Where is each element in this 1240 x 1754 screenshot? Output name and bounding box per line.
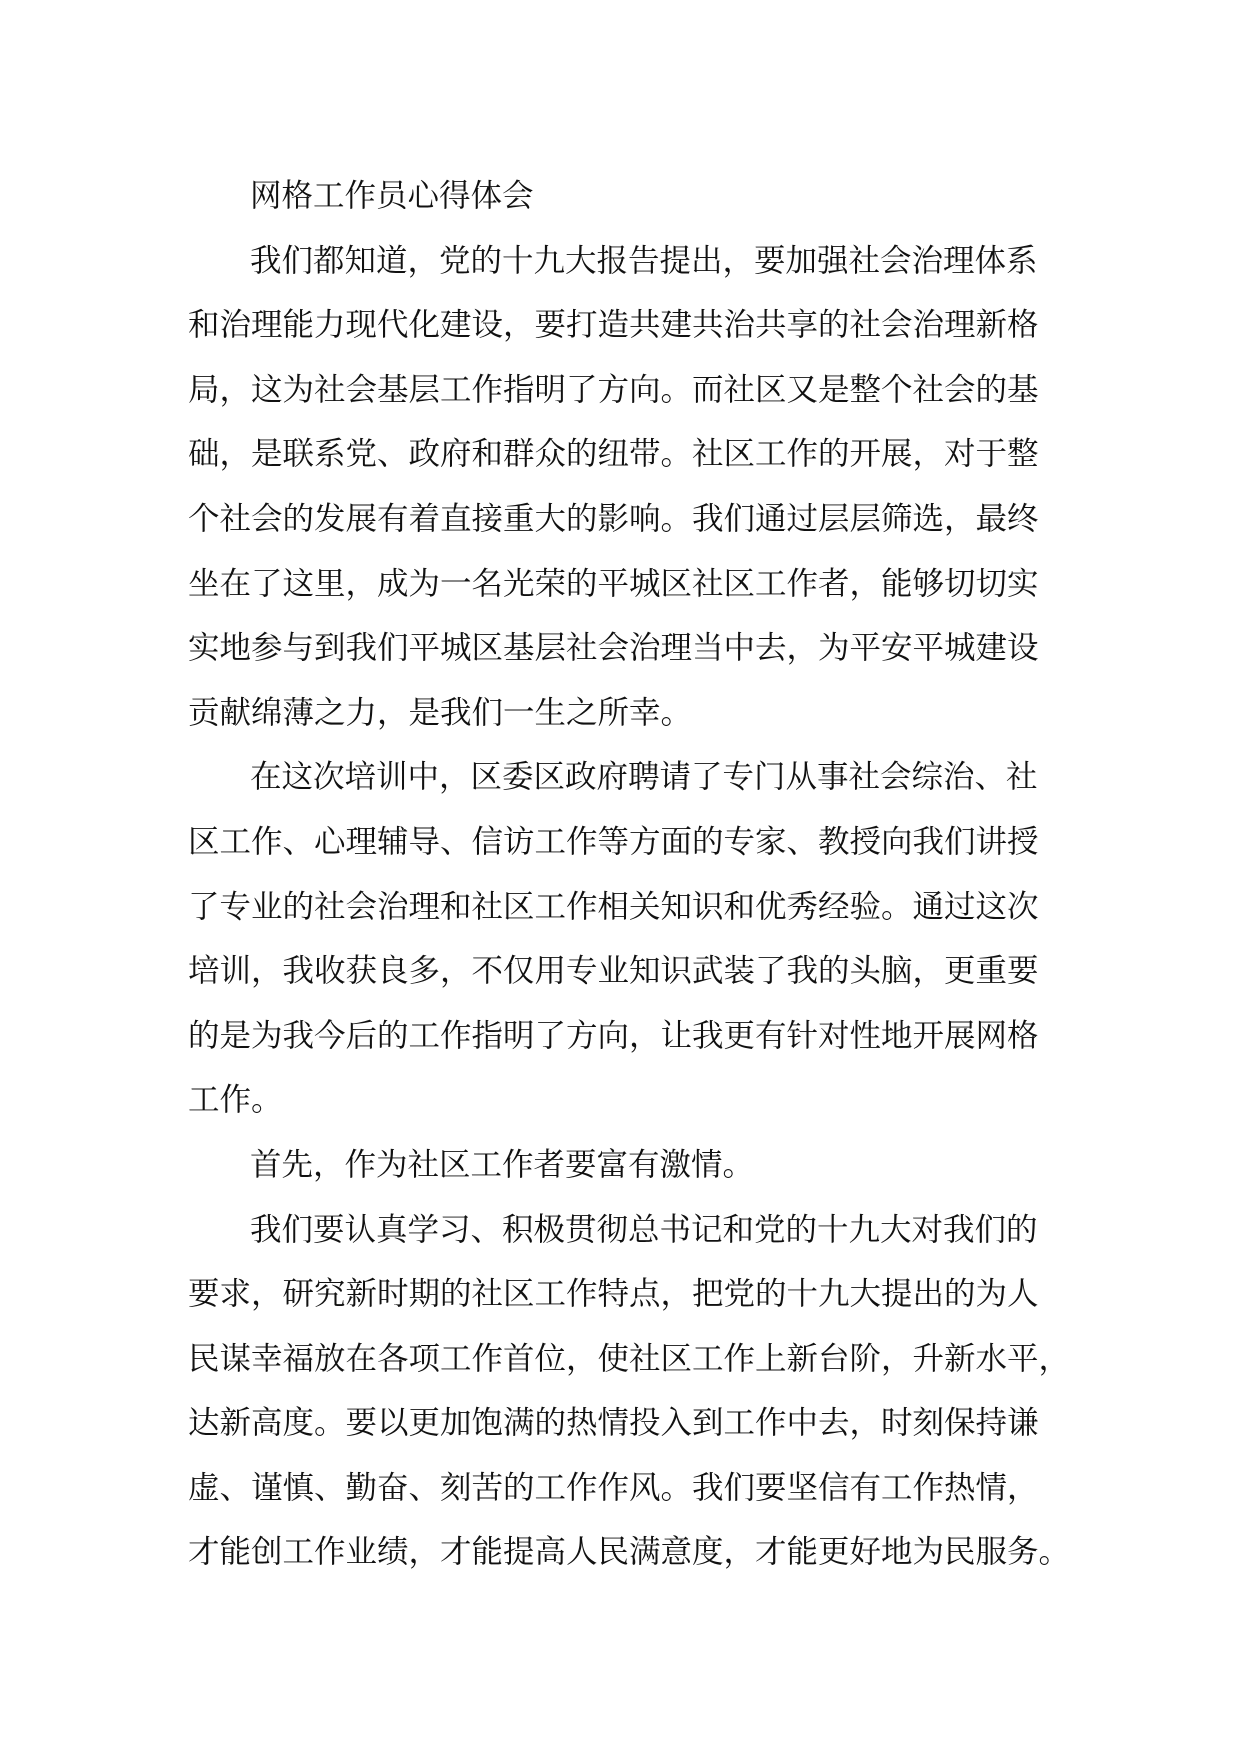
paragraph-line: 和治理能力现代化建设，要打造共建共治共享的社会治理新格	[188, 307, 1039, 344]
paragraph-line: 局，这为社会基层工作指明了方向。而社区又是整个社会的基	[188, 371, 1039, 408]
paragraph-line: 我们都知道，党的十九大报告提出，要加强社会治理体系	[250, 242, 1038, 279]
document-title: 网格工作员心得体会	[250, 178, 534, 214]
paragraph-line: 础，是联系党、政府和群众的纽带。社区工作的开展，对于整	[188, 436, 1039, 473]
paragraph-line: 达新高度。要以更加饱满的热情投入到工作中去，时刻保持谦	[188, 1405, 1039, 1442]
paragraph-line: 的是为我今后的工作指明了方向，让我更有针对性地开展网格	[188, 1017, 1039, 1054]
document-body	[188, 164, 1088, 1585]
paragraph-line: 贡献绵薄之力，是我们一生之所幸。	[188, 694, 693, 731]
paragraph-line: 了专业的社会治理和社区工作相关知识和优秀经验。通过这次	[188, 888, 1039, 925]
paragraph-line: 我们要认真学习、积极贯彻总书记和党的十九大对我们的	[250, 1211, 1038, 1248]
paragraph-line: 实地参与到我们平城区基层社会治理当中去，为平安平城建设	[188, 630, 1039, 667]
paragraph-line: 民谋幸福放在各项工作首位，使社区工作上新台阶，升新水平，	[188, 1340, 1071, 1377]
paragraph-line: 虚、谨慎、勤奋、刻苦的工作作风。我们要坚信有工作热情，	[188, 1469, 1039, 1506]
paragraph-line: 个社会的发展有着直接重大的影响。我们通过层层筛选，最终	[188, 500, 1039, 537]
paragraph-line: 区工作、心理辅导、信访工作等方面的专家、教授向我们讲授	[188, 823, 1039, 860]
paragraph-line: 才能创工作业绩，才能提高人民满意度，才能更好地为民服务。	[188, 1534, 1071, 1571]
paragraph-line: 工作。	[188, 1082, 283, 1119]
paragraph-line: 培训，我收获良多，不仅用专业知识武装了我的头脑，更重要	[188, 953, 1039, 990]
paragraph-line: 坐在了这里，成为一名光荣的平城区社区工作者，能够切切实	[188, 565, 1039, 602]
paragraph-line: 首先，作为社区工作者要富有激情。	[250, 1146, 755, 1183]
paragraph-line: 在这次培训中，区委区政府聘请了专门从事社会综治、社	[250, 759, 1038, 796]
paragraph-line: 要求，研究新时期的社区工作特点，把党的十九大提出的为人	[188, 1276, 1039, 1313]
